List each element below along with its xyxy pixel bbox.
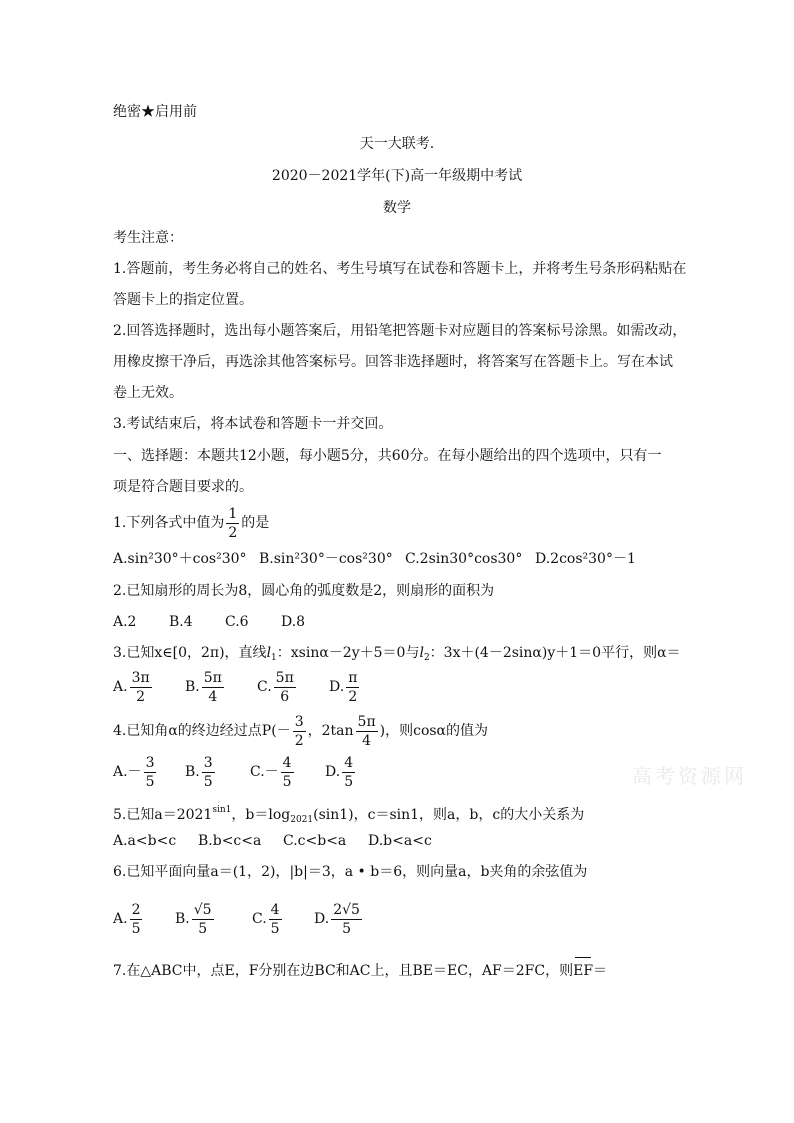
question-1-options: [113, 549, 683, 569]
question-6-options: [113, 898, 683, 940]
q3-option-d-frac: [346, 669, 359, 706]
q5-option-c: C.c<b<a: [283, 833, 347, 849]
q6-option-b-frac: [192, 901, 214, 938]
q1-option-d: D.2cos²30°－1: [535, 551, 636, 567]
q5-subscript: 2021: [290, 815, 314, 825]
q3-option-c-den: 6: [280, 688, 290, 705]
q3-stem-text-c: ：3x＋(4－2sinα)y＋1＝0平行，则α＝: [429, 645, 681, 661]
q4-frac1-num: 3: [294, 713, 304, 730]
q4-option-c-den: 5: [282, 773, 292, 790]
q4-frac2-den: 4: [362, 732, 372, 749]
q4-option-d-num: 4: [344, 754, 354, 771]
question-2-options: [113, 612, 683, 632]
q4-option-b: [185, 753, 250, 791]
q3-option-c: [257, 668, 329, 706]
q5-stem-text-b: ，b＝log: [231, 807, 291, 823]
q6-option-a-label: A.: [113, 911, 128, 927]
q1-stem-text-b: 的是: [241, 515, 270, 531]
q3-option-a-den: 2: [136, 688, 146, 705]
question-5-stem: [113, 800, 683, 830]
confidential-label: 绝密★启用前: [113, 104, 197, 120]
q6-option-b-den: 5: [198, 920, 208, 937]
question-4-stem: [113, 712, 683, 750]
q4-fraction-1: [293, 713, 306, 750]
q2-option-c: C.6: [225, 614, 249, 630]
q3-option-c-label: C.: [257, 679, 272, 695]
question-6-stem: 6.已知平面向量a＝(1，2)，|b|＝3，a • b＝6，则向量a，b夹角的余弦值为: [113, 864, 588, 880]
q4-stem-text-b: ，2tan: [307, 723, 354, 739]
q7-stem-text-a: 7.在△ABC中，点E，F分别在边BC和AC上，且BE＝EC，AF＝2FC，则: [113, 963, 574, 979]
q4-option-a-label: A.－: [113, 764, 142, 780]
q5-stem-text-c: (sin1)，c＝sin1，则a，b，c的大小关系为: [313, 807, 585, 823]
question-3-options: [113, 668, 683, 706]
q3-line1-symbol: l: [266, 645, 272, 661]
q4-frac1-den: 2: [294, 732, 304, 749]
notice-item-2c: 卷上无效。: [113, 385, 183, 401]
exam-organizer: 天一大联考.: [359, 136, 435, 152]
q1-option-a: A.sin²30°＋cos²30°: [113, 551, 247, 567]
q6-option-a-num: 2: [131, 901, 141, 918]
notice-item-1b: 答题卡上的指定位置。: [113, 292, 253, 308]
q4-option-a-frac: [144, 754, 157, 791]
watermark: 高考资源网: [632, 764, 747, 788]
question-3-stem: [113, 643, 683, 668]
q6-option-a-den: 5: [131, 920, 141, 937]
notice-item-2b: 用橡皮擦干净后，再选涂其他答案标号。回答非选择题时，将答案写在答题卡上。写在本试: [113, 354, 673, 370]
q1-frac-num: 1: [228, 505, 238, 522]
exam-title: 2020－2021学年(下)高一年级期中考试: [271, 168, 523, 184]
q3-line1-subscript: 1: [271, 653, 277, 663]
q4-option-c-num: 4: [282, 754, 292, 771]
q3-option-a: [113, 668, 185, 706]
q6-option-d-frac: [331, 901, 362, 938]
q2-option-d: D.8: [281, 614, 306, 630]
q3-option-b-num: 5π: [203, 669, 222, 686]
notice-item-1a: 1.答题前，考生务必将自己的姓名、考生号填写在试卷和答题卡上，并将考生号条形码粘贴在: [113, 261, 687, 277]
q5-option-b: B.b<c<a: [198, 833, 262, 849]
q1-option-b: B.sin²30°－cos²30°: [259, 551, 393, 567]
q3-option-d: [329, 668, 361, 706]
q6-option-c-frac: [269, 901, 282, 938]
q6-option-c: [252, 898, 314, 940]
q3-option-c-frac: [274, 669, 296, 706]
q6-option-a-frac: [130, 901, 143, 938]
q4-option-a: [113, 753, 185, 791]
q6-option-c-label: C.: [252, 911, 267, 927]
q3-stem-text-b: ：xsinα－2y＋5＝0与: [276, 645, 420, 661]
q4-option-c-label: C.－: [250, 764, 279, 780]
q4-option-b-label: B.: [185, 764, 200, 780]
q6-option-c-num: 4: [270, 901, 280, 918]
q3-option-d-label: D.: [329, 679, 345, 695]
q6-option-b: [175, 898, 252, 940]
q6-option-d-label: D.: [314, 911, 330, 927]
q6-option-b-label: B.: [175, 911, 190, 927]
q6-option-a: [113, 898, 175, 940]
q4-option-c-frac: [281, 754, 294, 791]
q4-option-a-den: 5: [145, 773, 155, 790]
q6-option-d-num: 2√5: [333, 901, 360, 918]
q4-option-b-num: 3: [203, 754, 213, 771]
q6-option-c-den: 5: [270, 920, 280, 937]
q3-option-d-den: 2: [348, 688, 358, 705]
q3-option-c-num: 5π: [275, 669, 294, 686]
question-2-stem: 2.已知扇形的周长为8，圆心角的弧度数是2，则扇形的面积为: [113, 583, 495, 599]
q5-option-d: D.b<a<c: [368, 833, 432, 849]
section-heading-line2: 项是符合题目要求的。: [113, 479, 253, 495]
q1-stem-text-a: 1.下列各式中值为: [113, 515, 225, 531]
q7-stem-text-b: ＝: [593, 963, 608, 979]
q4-option-b-frac: [202, 754, 215, 791]
q3-line2-subscript: 2: [423, 653, 430, 663]
q3-option-b-frac: [202, 669, 224, 706]
q2-option-a: A.2: [113, 614, 137, 630]
question-7-stem: [113, 961, 683, 981]
q3-option-a-num: 3π: [131, 669, 150, 686]
notice-title: 考生注意：: [113, 230, 183, 246]
q2-option-b: B.4: [169, 614, 193, 630]
q1-fraction: [226, 505, 239, 542]
q3-option-b: [185, 668, 257, 706]
q4-option-b-den: 5: [203, 773, 213, 790]
question-5-options: [113, 831, 683, 851]
q3-line2-symbol: l: [419, 645, 424, 661]
notice-item-2a: 2.回答选择题时，选出每小题答案后，用铅笔把答题卡对应题目的答案标号涂黑。如需改动，: [113, 323, 687, 339]
q4-option-d: [325, 753, 357, 791]
q4-stem-text-c: )，则cosα的值为: [379, 723, 489, 739]
q1-frac-den: 2: [228, 524, 238, 541]
q7-vector-ef: EF: [573, 963, 594, 979]
q4-fraction-2: [356, 713, 378, 750]
section-heading-line1: 一、选择题：本题共12小题，每小题5分，共60分。在每小题给出的四个选项中，只有一: [113, 448, 662, 464]
question-4-options: [113, 753, 683, 791]
q4-option-c: [250, 753, 325, 791]
q5-superscript: sin1: [212, 805, 232, 815]
q4-option-d-label: D.: [325, 764, 341, 780]
q6-option-d-den: 5: [342, 920, 352, 937]
q3-option-a-label: A.: [113, 679, 128, 695]
q3-stem-text-a: 3.已知x∈[0，2π)，直线: [113, 645, 267, 661]
question-1-stem: [113, 504, 683, 542]
q4-option-d-frac: [342, 754, 355, 791]
q3-option-b-label: B.: [185, 679, 200, 695]
q3-option-d-num: π: [348, 669, 358, 686]
q3-option-a-frac: [130, 669, 152, 706]
q6-option-b-num: √5: [193, 901, 212, 918]
q4-frac2-num: 5π: [357, 713, 376, 730]
q5-stem-text-a: 5.已知a＝2021: [113, 807, 213, 823]
q6-option-d: [314, 898, 364, 940]
q3-option-b-den: 4: [208, 688, 218, 705]
q4-stem-text-a: 4.已知角α的终边经过点P(－: [113, 723, 291, 739]
q4-option-a-num: 3: [145, 754, 155, 771]
notice-item-3: 3.考试结束后，将本试卷和答题卡一并交回。: [113, 416, 393, 432]
q4-option-d-den: 5: [344, 773, 354, 790]
q5-option-a: A.a<b<c: [113, 833, 177, 849]
q1-option-c: C.2sin30°cos30°: [405, 551, 523, 567]
subject-title: 数学: [383, 200, 411, 216]
